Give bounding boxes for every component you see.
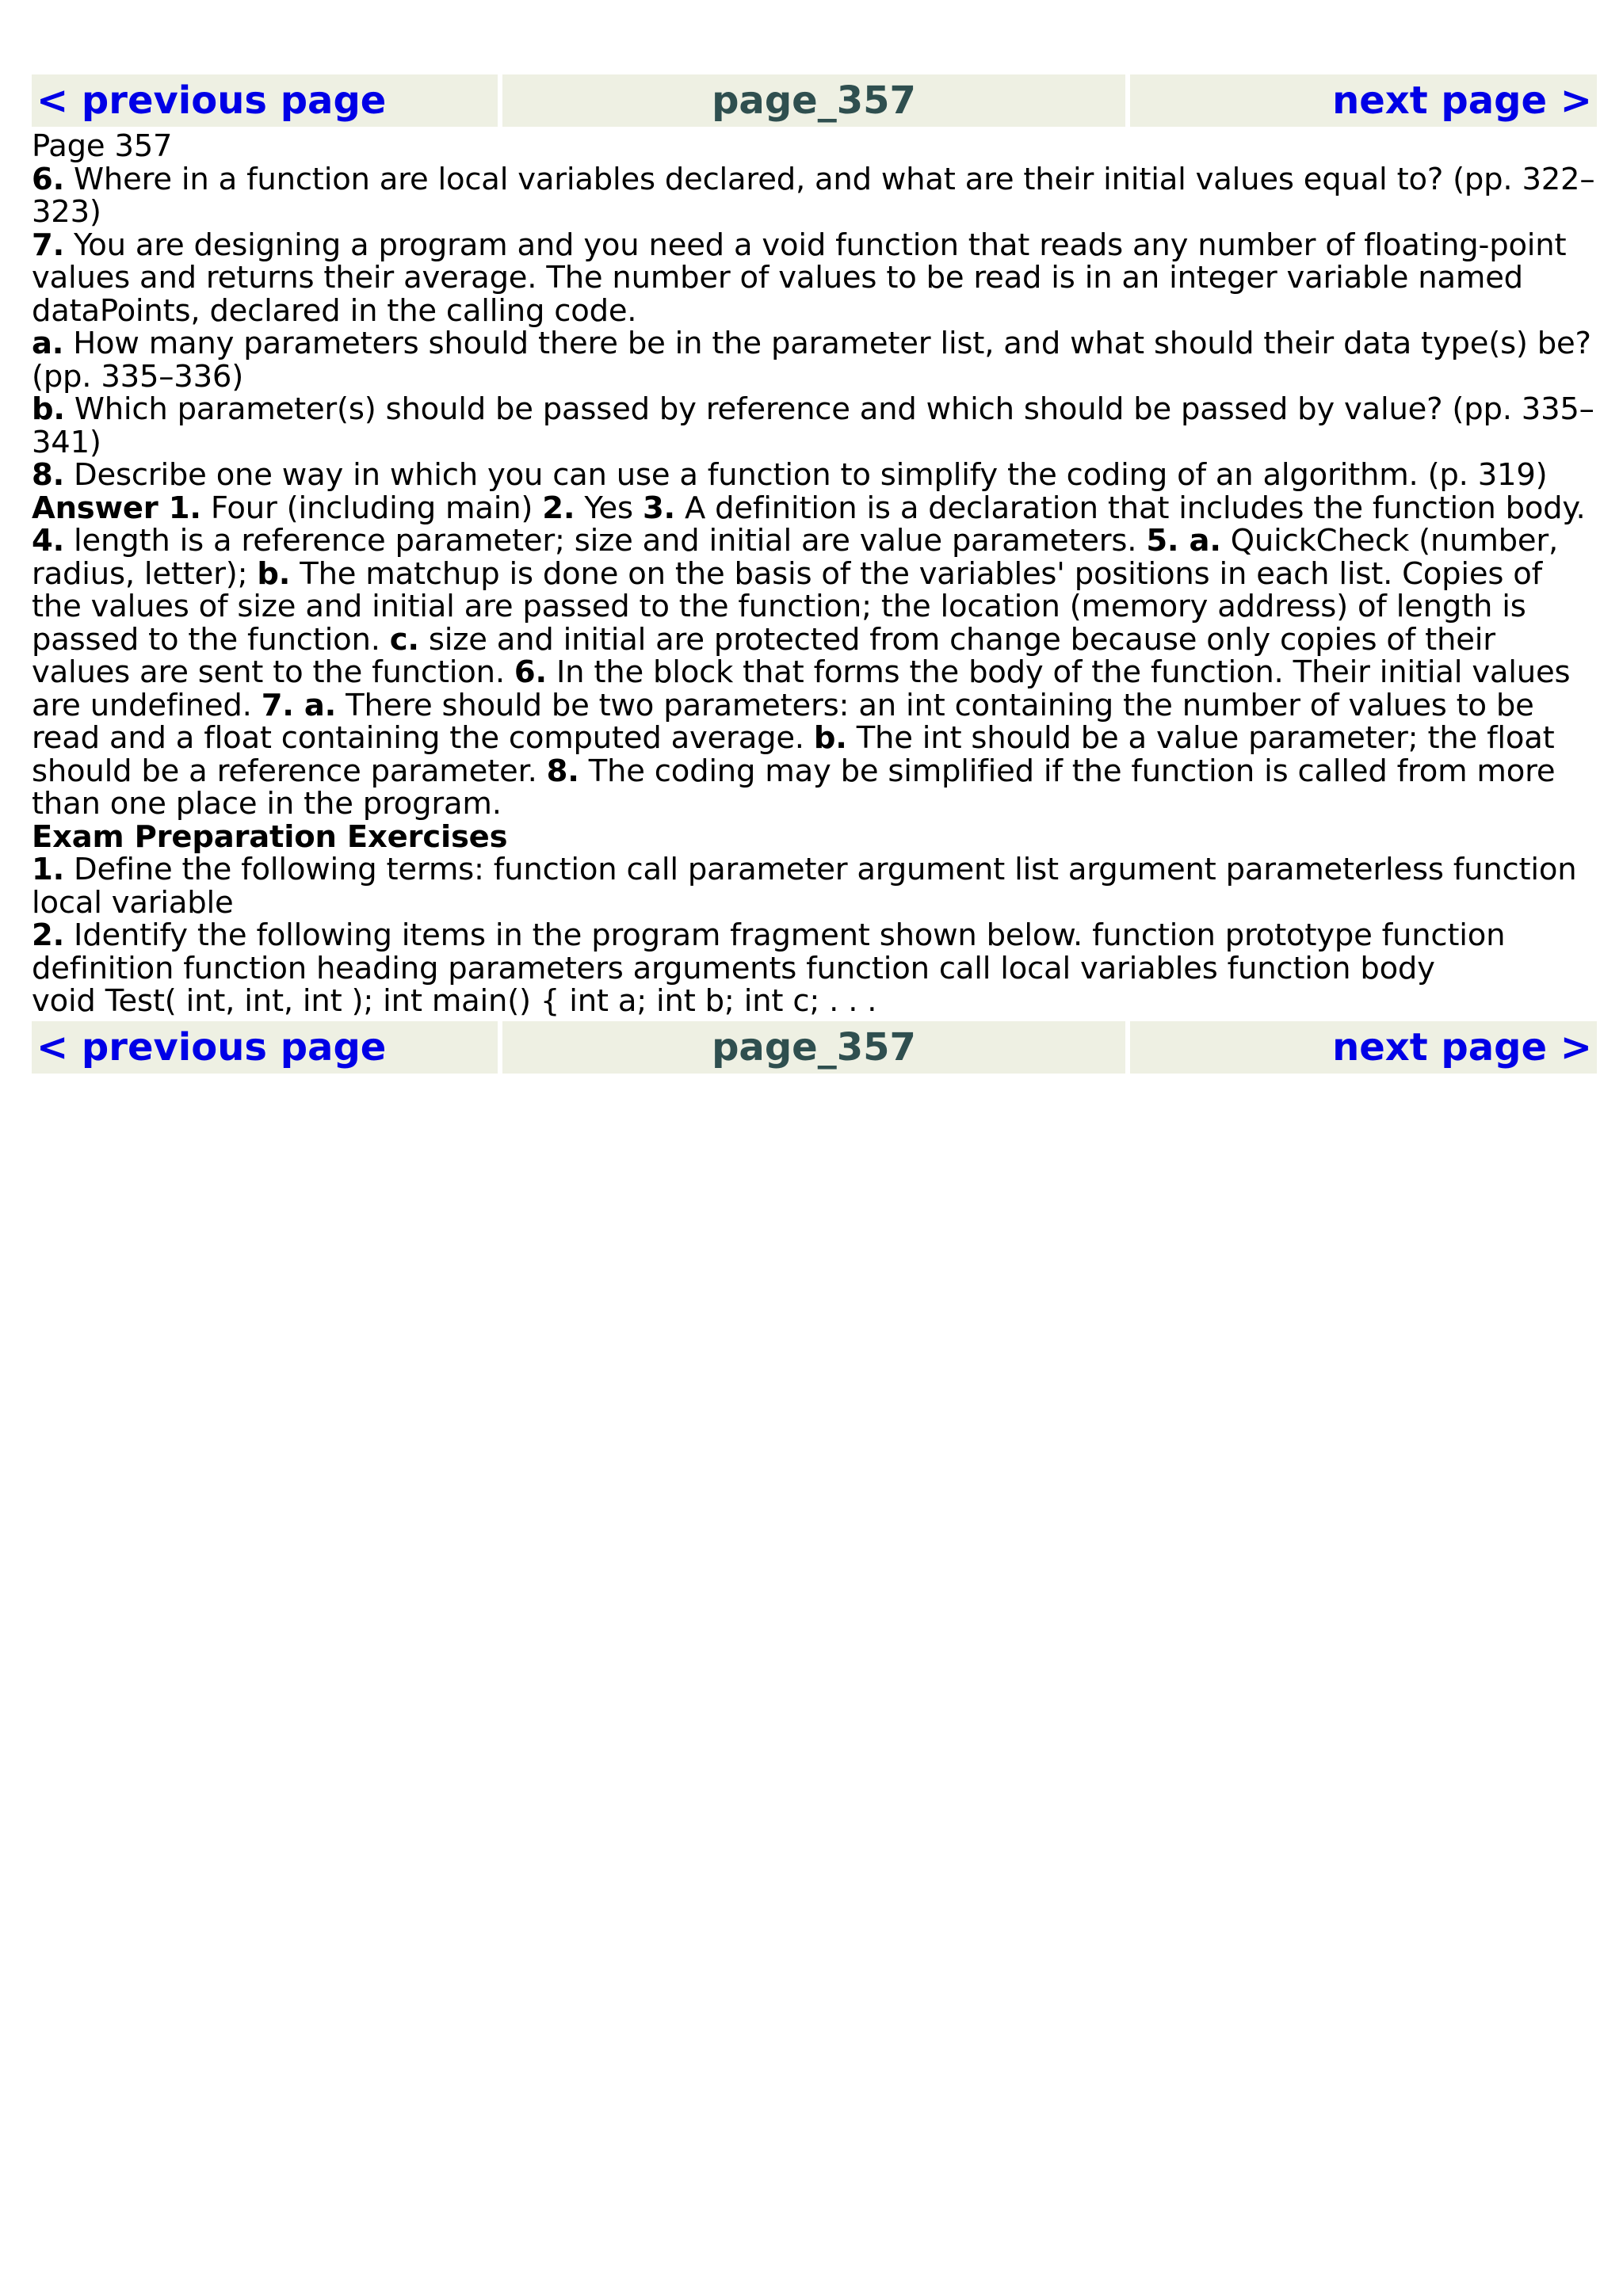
question-6 [32,163,1597,229]
answer-5b-number: b. [257,555,291,592]
exercise-2-number: 2. [32,917,65,953]
next-page-link[interactable]: next page > [1130,74,1597,127]
previous-page-link[interactable]: < previous page [32,74,498,127]
exam-heading-text: Exam Preparation Exercises [32,818,508,855]
answer-6-text: In the block that forms the body of the function. Their initial values are undefined. [32,654,1571,723]
answer-8-text: The coding may be simplified if the function is called from more than one place in the program. [32,753,1556,822]
top-navigation-bar [32,74,1597,127]
question-7b [32,393,1597,459]
answer-label: Answer [32,490,158,526]
answer-5a-number: 5. a. [1146,523,1221,559]
answer-5c-text: size and initial are protected from change because only copies of their values are sent to the function. [32,621,1495,690]
answer-1-number: 1. [158,490,201,526]
code-fragment: void Test( int, int, int ); int main() { int a; int b; int c; . . . [32,983,877,1019]
next-page-link[interactable]: next page > [1130,1021,1597,1074]
page-container [32,74,1597,1074]
answer-5a-text: QuickCheck (number, radius, letter); [32,523,1559,592]
exercise-1-text: Define the following terms: function call parameter argument list argument parameterless function local variable [32,852,1577,921]
exercise-1 [32,853,1597,919]
answer-2-number: 2. [542,490,575,526]
answer-7a-text: There should be two parameters: an int containing the number of values to be read and a float containing the computed average. [32,687,1534,756]
answer-4-number: 4. [32,523,65,559]
answer-5c-number: c. [389,621,419,658]
question-6-number: 6. [32,161,65,197]
exam-heading [32,818,1597,855]
answer-5b-text: The matchup is done on the basis of the variables' positions in each list. Copies of the values of size and initial are passed to the function; the location (memory address) of length is passed to the function. [32,555,1543,658]
answer-4-text: length is a reference parameter; size and initial are value parameters. [64,523,1147,559]
page-indicator: page_357 [502,1021,1125,1074]
question-7b-number: b. [32,391,65,427]
answer-7a-number: 7. a. [261,687,337,723]
question-7a-number: a. [32,326,64,361]
question-8-text: Describe one way in which you can use a function to simplify the coding of an algorithm. (p. 319) [64,457,1548,493]
page-heading: Page 357 [32,128,173,164]
question-8-number: 8. [32,457,65,493]
question-7-number: 7. [32,227,65,263]
question-7b-text: Which parameter(s) should be passed by reference and which should be passed by value? (pp. 335–341) [32,391,1594,460]
answer-7b-text: The int should be a value parameter; the float should be a reference parameter. [32,720,1555,789]
exercise-2 [32,919,1597,985]
exercise-1-number: 1. [32,852,65,887]
question-7 [32,229,1597,328]
question-6-text: Where in a function are local variables declared, and what are their initial values equal to? (pp. 322–323) [32,161,1595,230]
answer-3-number: 3. [642,490,675,526]
bottom-navigation-bar [32,1021,1597,1074]
answer-2-text: Yes [575,490,643,526]
question-8 [32,459,1597,492]
page-content [32,127,1597,1021]
answer-8-number: 8. [546,753,579,789]
answer-3-text: A definition is a declaration that includes the function body. [674,490,1586,526]
answer-paragraph [32,492,1597,821]
previous-page-link[interactable]: < previous page [32,1021,498,1074]
question-7a-text: How many parameters should there be in the parameter list, and what should their data type(s) be? (pp. 335–336) [32,326,1591,395]
exercise-2-text: Identify the following items in the program fragment shown below. function prototype function definition function heading parameters arguments function call local variables function body [32,917,1506,986]
answer-1-text: Four (including main) [200,490,543,526]
question-7a [32,327,1597,393]
answer-7b-number: b. [813,720,847,756]
page-indicator: page_357 [502,74,1125,127]
answer-6-number: 6. [514,654,547,690]
question-7-text: You are designing a program and you need a void function that reads any number of floating-point values and returns their average. The number of values to be read is in an integer variable named dataPoints, declared in the calling code. [32,227,1567,329]
